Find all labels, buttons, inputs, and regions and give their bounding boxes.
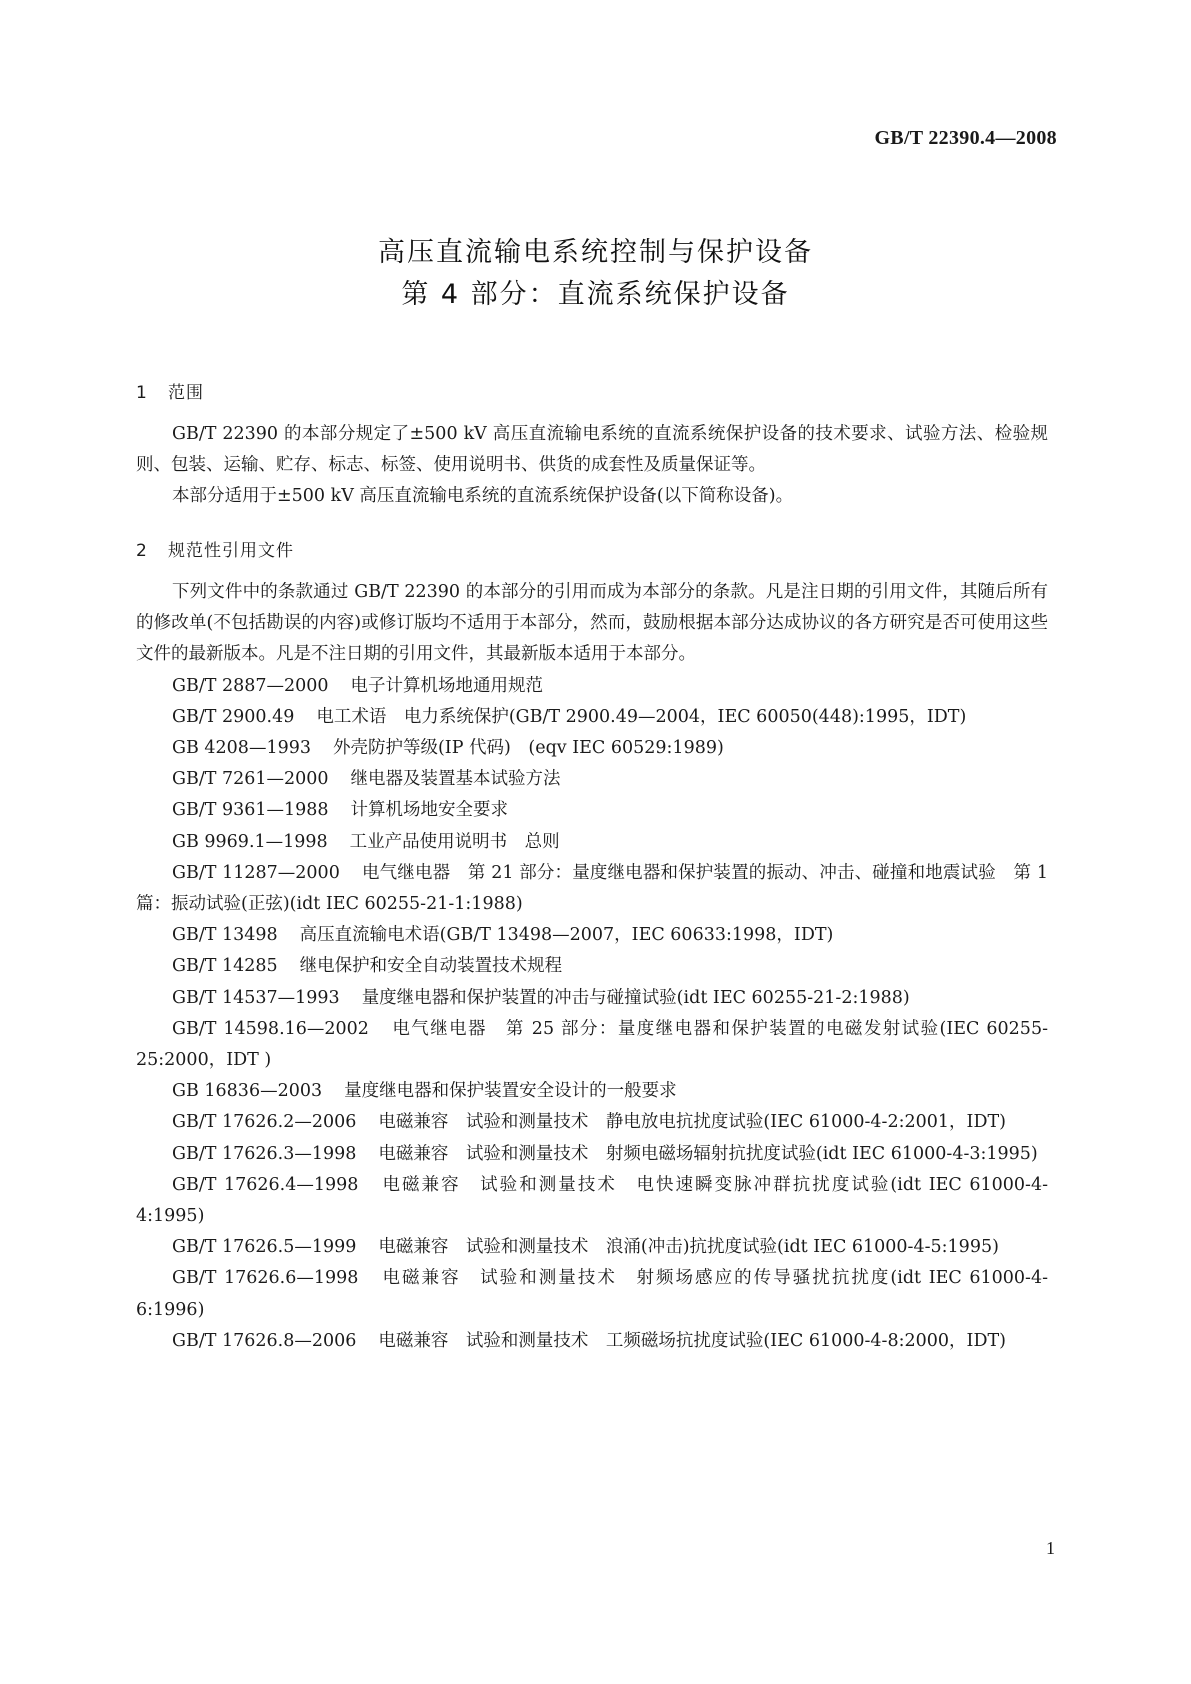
reference-code: GB 9969.1—1998 bbox=[172, 831, 328, 852]
reference-title: 量度继电器和保护装置的冲击与碰撞试验(idt IEC 60255-21-2:1988) bbox=[361, 987, 910, 1008]
reference-item bbox=[136, 858, 1048, 920]
reference-item bbox=[136, 1014, 1048, 1076]
references-intro: 下列文件中的条款通过 GB/T 22390 的本部分的引用而成为本部分的条款。凡是注日期的引用文件，其随后所有的修改单(不包括勘误的内容)或修订版均不适用于本部分，然而，鼓励根据本部分达成协议的各方研究是否可使用这些文件的最新版本。凡是不注日期的引用文件，其最新版本适用于本部分。 bbox=[136, 582, 1048, 665]
reference-title: 继电器及装置基本试验方法 bbox=[350, 769, 561, 790]
reference-code: GB/T 7261—2000 bbox=[172, 769, 329, 790]
standard-code: GB/T 22390.4—2008 bbox=[874, 127, 1057, 149]
reference-item bbox=[136, 733, 1048, 764]
reference-code: GB/T 9361—1988 bbox=[172, 800, 329, 821]
reference-code: GB/T 17626.2—2006 bbox=[172, 1112, 357, 1133]
reference-item bbox=[136, 1076, 1048, 1107]
reference-item bbox=[136, 827, 1048, 858]
reference-item bbox=[136, 671, 1048, 702]
reference-title: 电磁兼容 试验和测量技术 工频磁场抗扰度试验(IEC 61000-4-8:2000，IDT) bbox=[378, 1330, 1006, 1351]
reference-title: 工业产品使用说明书 总则 bbox=[349, 831, 560, 852]
reference-code: GB/T 11287—2000 bbox=[172, 862, 340, 883]
scope-paragraph: GB/T 22390 的本部分规定了±500 kV 高压直流输电系统的直流系统保护设备的技术要求、试验方法、检验规则、包装、运输、贮存、标志、标签、使用说明书、供货的成套性及质量保证等。 bbox=[136, 424, 1048, 475]
reference-title: 电磁兼容 试验和测量技术 静电放电抗扰度试验(IEC 61000-4-2:2001，IDT) bbox=[378, 1112, 1006, 1133]
reference-code: GB/T 13498 bbox=[172, 925, 278, 946]
reference-code: GB 4208—1993 bbox=[172, 738, 311, 759]
reference-item bbox=[136, 951, 1048, 982]
page-number: 1 bbox=[1046, 1538, 1055, 1558]
reference-title: 电子计算机场地通用规范 bbox=[350, 675, 544, 696]
reference-code: GB/T 14598.16—2002 bbox=[172, 1018, 369, 1039]
reference-item bbox=[136, 983, 1048, 1014]
references-body bbox=[136, 577, 1048, 1357]
reference-item bbox=[136, 764, 1048, 795]
reference-title: 电磁兼容 试验和测量技术 电快速瞬变脉冲群抗扰度试验(idt IEC 61000-4-4:1995) bbox=[136, 1174, 1048, 1227]
reference-title: 电气继电器 第 21 部分：量度继电器和保护装置的振动、冲击、碰撞和地震试验 第 1 篇：振动试验(正弦)(idt IEC 60255-21-1:1988) bbox=[136, 862, 1048, 915]
reference-code: GB/T 17626.6—1998 bbox=[172, 1268, 359, 1289]
reference-code: GB/T 17626.8—2006 bbox=[172, 1330, 357, 1351]
reference-list bbox=[136, 671, 1048, 1357]
reference-title: 量度继电器和保护装置安全设计的一般要求 bbox=[344, 1081, 677, 1102]
reference-item bbox=[136, 1107, 1048, 1138]
reference-title: 计算机场地安全要求 bbox=[350, 800, 509, 821]
reference-item bbox=[136, 1263, 1048, 1325]
reference-item bbox=[136, 702, 1048, 733]
reference-title: 外壳防护等级(IP 代码) (eqv IEC 60529:1989) bbox=[332, 738, 724, 759]
document-title-line-2: 第 4 部分：直流系统保护设备 bbox=[401, 279, 790, 310]
section-title: 规范性引用文件 bbox=[168, 541, 294, 561]
reference-title: 电气继电器 第 25 部分：量度继电器和保护装置的电磁发射试验(IEC 60255-25:2000，IDT ) bbox=[136, 1018, 1048, 1071]
section-heading-normative-references bbox=[136, 536, 294, 561]
document-title-line-1: 高压直流输电系统控制与保护设备 bbox=[378, 237, 813, 268]
reference-title: 继电保护和安全自动装置技术规程 bbox=[299, 956, 563, 977]
reference-item bbox=[136, 1232, 1048, 1263]
reference-code: GB/T 2900.49 bbox=[172, 706, 295, 727]
reference-code: GB/T 2887—2000 bbox=[172, 675, 329, 696]
scope-body bbox=[136, 419, 1048, 512]
reference-title: 电工术语 电力系统保护(GB/T 2900.49—2004，IEC 60050(448):1995，IDT) bbox=[316, 706, 967, 727]
reference-code: GB/T 17626.3—1998 bbox=[172, 1143, 357, 1164]
reference-title: 电磁兼容 试验和测量技术 射频电磁场辐射抗扰度试验(idt IEC 61000-4-3:1995) bbox=[378, 1143, 1038, 1164]
reference-code: GB/T 17626.5—1999 bbox=[172, 1237, 357, 1258]
reference-item bbox=[136, 1326, 1048, 1357]
reference-code: GB/T 17626.4—1998 bbox=[172, 1174, 359, 1195]
reference-item bbox=[136, 1139, 1048, 1170]
section-number: 2 bbox=[136, 541, 148, 561]
section-heading-scope bbox=[136, 378, 204, 403]
section-title: 范围 bbox=[168, 383, 204, 403]
reference-title: 高压直流输电术语(GB/T 13498—2007，IEC 60633:1998，IDT) bbox=[299, 925, 834, 946]
scope-paragraph: 本部分适用于±500 kV 高压直流输电系统的直流系统保护设备(以下简称设备)。 bbox=[172, 486, 794, 506]
reference-item bbox=[136, 920, 1048, 951]
section-number: 1 bbox=[136, 383, 148, 403]
reference-code: GB/T 14285 bbox=[172, 956, 278, 977]
reference-title: 电磁兼容 试验和测量技术 射频场感应的传导骚扰抗扰度(idt IEC 61000-4-6:1996) bbox=[136, 1268, 1048, 1320]
reference-item bbox=[136, 795, 1048, 826]
reference-code: GB 16836—2003 bbox=[172, 1081, 323, 1102]
reference-code: GB/T 14537—1993 bbox=[172, 987, 340, 1008]
reference-title: 电磁兼容 试验和测量技术 浪涌(冲击)抗扰度试验(idt IEC 61000-4-5:1995) bbox=[378, 1237, 999, 1258]
reference-item bbox=[136, 1170, 1048, 1232]
